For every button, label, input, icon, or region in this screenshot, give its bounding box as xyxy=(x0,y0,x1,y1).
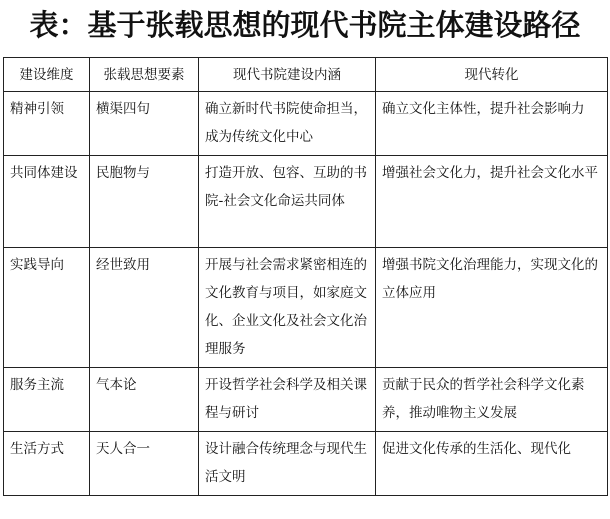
cell-transformation: 增强社会文化力，提升社会文化水平 xyxy=(376,156,608,248)
cell-dimension: 生活方式 xyxy=(4,432,90,496)
table-row xyxy=(4,248,608,368)
cell-connotation: 开设哲学社会科学及相关课程与研讨 xyxy=(199,368,376,432)
cell-dimension: 精神引领 xyxy=(4,92,90,156)
cell-thought-element: 民胞物与 xyxy=(90,156,199,248)
cell-dimension: 服务主流 xyxy=(4,368,90,432)
header-thought-element: 张载思想要素 xyxy=(90,58,199,92)
cell-connotation: 确立新时代书院使命担当，成为传统文化中心 xyxy=(199,92,376,156)
cell-connotation: 开展与社会需求紧密相连的文化教育与项目，如家庭文化、企业文化及社会文化治理服务 xyxy=(199,248,376,368)
header-connotation: 现代书院建设内涵 xyxy=(199,58,376,92)
cell-dimension: 实践导向 xyxy=(4,248,90,368)
cell-transformation: 确立文化主体性，提升社会影响力 xyxy=(376,92,608,156)
table-row xyxy=(4,92,608,156)
cell-connotation: 设计融合传统理念与现代生活文明 xyxy=(199,432,376,496)
construction-path-table xyxy=(3,57,608,496)
page-title: 表：基于张载思想的现代书院主体建设路径 xyxy=(29,8,581,42)
table-header-row xyxy=(4,58,608,92)
table-row xyxy=(4,432,608,496)
cell-thought-element: 天人合一 xyxy=(90,432,199,496)
header-transformation: 现代转化 xyxy=(376,58,608,92)
cell-transformation: 贡献于民众的哲学社会科学文化素养，推动唯物主义发展 xyxy=(376,368,608,432)
table-row xyxy=(4,368,608,432)
table-row xyxy=(4,156,608,248)
cell-connotation: 打造开放、包容、互助的书院-社会文化命运共同体 xyxy=(199,156,376,248)
cell-transformation: 促进文化传承的生活化、现代化 xyxy=(376,432,608,496)
cell-transformation: 增强书院文化治理能力，实现文化的立体应用 xyxy=(376,248,608,368)
cell-thought-element: 经世致用 xyxy=(90,248,199,368)
cell-thought-element: 横渠四句 xyxy=(90,92,199,156)
cell-dimension: 共同体建设 xyxy=(4,156,90,248)
header-dimension: 建设维度 xyxy=(4,58,90,92)
cell-thought-element: 气本论 xyxy=(90,368,199,432)
